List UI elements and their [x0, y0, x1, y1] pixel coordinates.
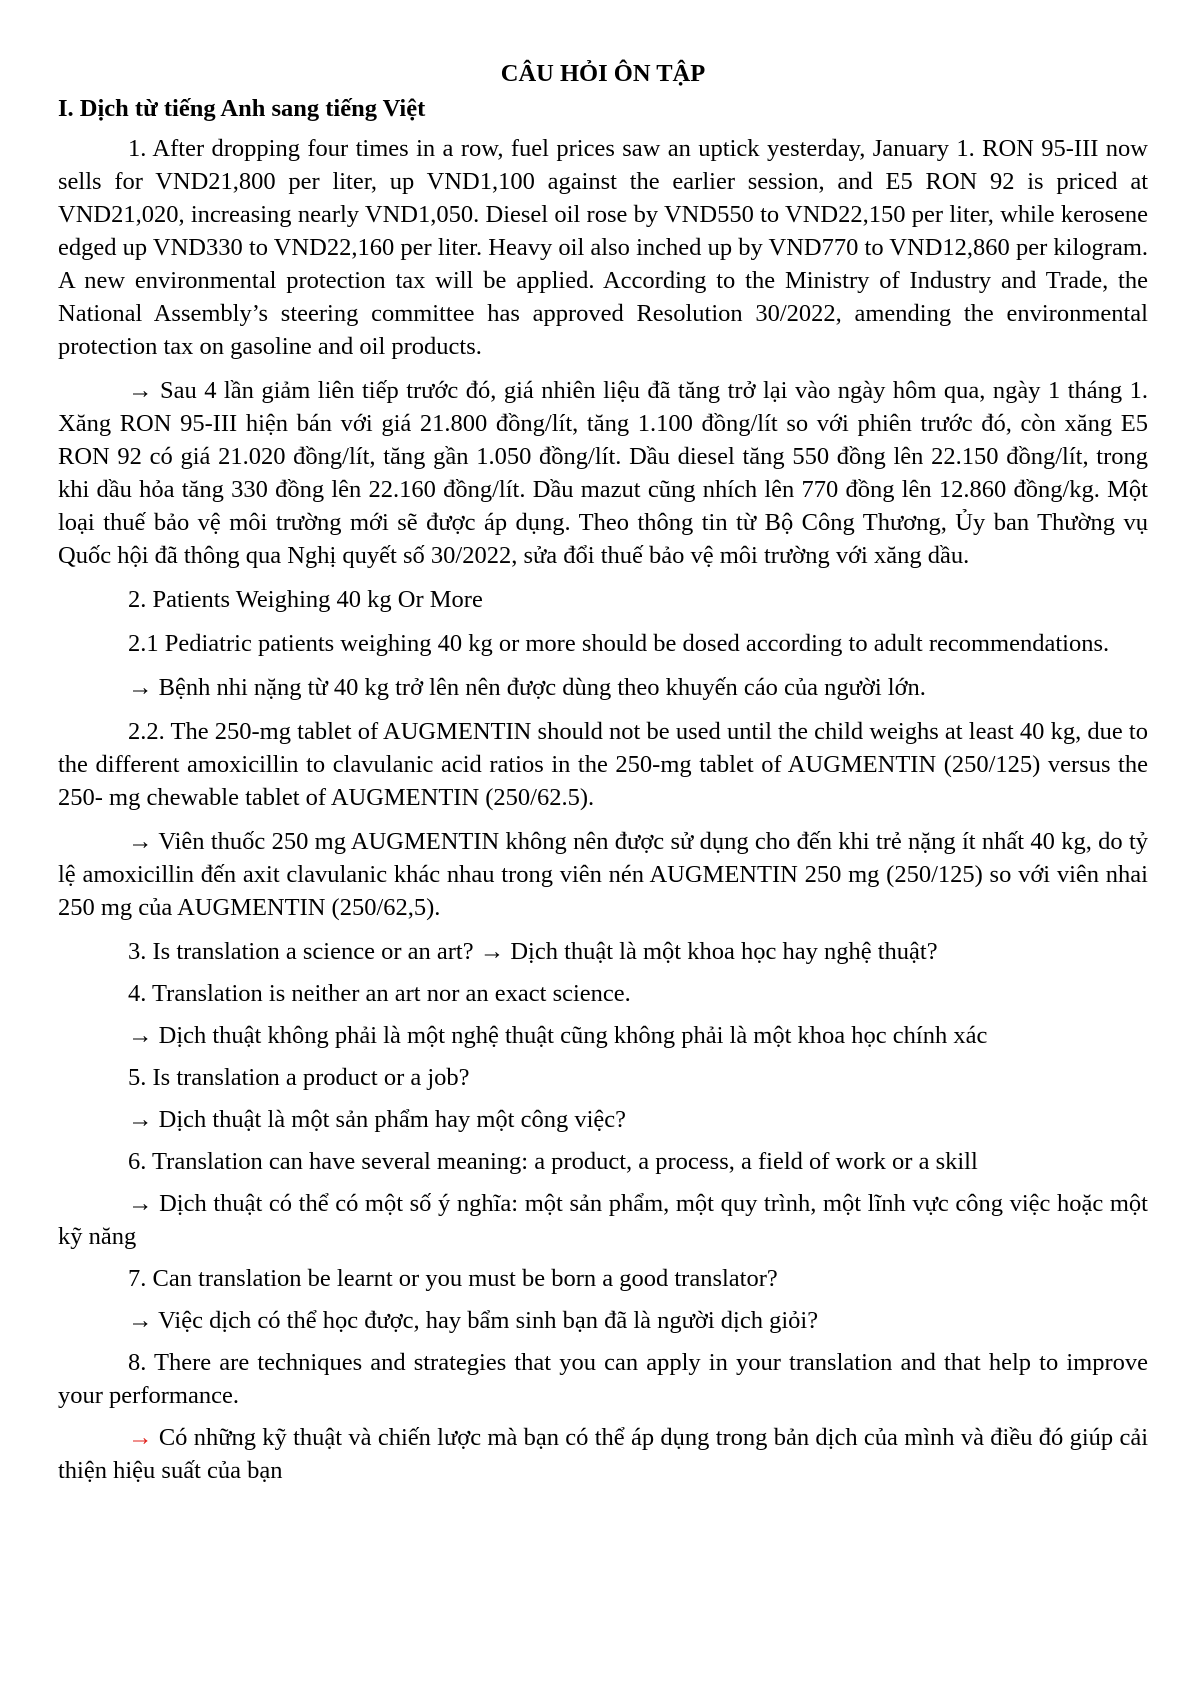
question-7-vietnamese: → Việc dịch có thể học được, hay bẩm sinh bạn đã là người dịch giỏi? [128, 1307, 819, 1334]
section-heading: I. Dịch từ tiếng Anh sang tiếng Việt [58, 95, 426, 122]
paragraph-2-heading: 2. Patients Weighing 40 kg Or More [128, 586, 483, 613]
paragraph-2-2-vietnamese: → Viên thuốc 250 mg AUGMENTIN không nên được sử dụng cho đến khi trẻ nặng ít nhất 40 kg, do tỷ lệ amoxicillin đến axit clavulanic khác nhau trong viên nén AUGMENTIN 250 mg (250/125) so với viên nhai 250 mg của AUGMENTIN (250/62,5). [58, 828, 1148, 921]
question-4-vietnamese: → Dịch thuật không phải là một nghệ thuật cũng không phải là một khoa học chính xác [128, 1022, 988, 1049]
red-arrow-icon: → [128, 1424, 153, 1451]
question-7-english: 7. Can translation be learnt or you must be born a good translator? [128, 1265, 778, 1292]
document-title: CÂU HỎI ÔN TẬP [500, 60, 706, 87]
question-6-vietnamese: → Dịch thuật có thể có một số ý nghĩa: một sản phẩm, một quy trình, một lĩnh vực công việc hoặc một kỹ năng [58, 1190, 1148, 1250]
question-8-vietnamese-text: Có những kỹ thuật và chiến lược mà bạn có thể áp dụng trong bản dịch của mình và điều đó giúp cải thiện hiệu suất của bạn [58, 1424, 1148, 1484]
paragraph-1-vietnamese: → Sau 4 lần giảm liên tiếp trước đó, giá nhiên liệu đã tăng trở lại vào ngày hôm qua, ngày 1 tháng 1. Xăng RON 95-III hiện bán với giá 21.800 đồng/lít, tăng 1.100 đồng/lít so với phiên trước đó, còn xăng E5 RON 92 có giá 21.020 đồng/lít, tăng gần 1.050 đồng/lít. Dầu diesel tăng 550 đồng lên 22.150 đồng/lít, trong khi dầu hỏa tăng 330 đồng lên 22.160 đồng/lít. Dầu mazut cũng nhích lên 770 đồng lên 12.860 đồng/kg. Một loại thuế bảo vệ môi trường mới sẽ được áp dụng. Theo thông tin từ Bộ Công Thương, Ủy ban Thường vụ Quốc hội đã thông qua Nghị quyết số 30/2022, sửa đổi thuế bảo vệ môi trường với xăng dầu. [58, 377, 1148, 569]
question-5-vietnamese: → Dịch thuật là một sản phẩm hay một công việc? [128, 1106, 627, 1133]
paragraph-2-1-english: 2.1 Pediatric patients weighing 40 kg or more should be dosed according to adult recommendations. [128, 630, 1110, 657]
paragraph-2-1-vietnamese: → Bệnh nhi nặng từ 40 kg trở lên nên được dùng theo khuyến cáo của người lớn. [128, 674, 926, 701]
question-4-english: 4. Translation is neither an art nor an exact science. [128, 980, 631, 1007]
paragraph-2-2-english: 2.2. The 250-mg tablet of AUGMENTIN should not be used until the child weighs at least 40 kg, due to the different amoxicillin to clavulanic acid ratios in the 250-mg tablet of AUGMENTIN (250/125) versus the 250- mg chewable tablet of AUGMENTIN (250/62.5). [58, 718, 1148, 811]
question-8-english: 8. There are techniques and strategies that you can apply in your translation and that help to improve your performance. [58, 1349, 1148, 1409]
question-3: 3. Is translation a science or an art? → Dịch thuật là một khoa học hay nghệ thuật? [128, 938, 938, 965]
paragraph-1-english: 1. After dropping four times in a row, fuel prices saw an uptick yesterday, January 1. RON 95-III now sells for VND21,800 per liter, up VND1,100 against the earlier session, and E5 RON 92 is priced at VND21,020, increasing nearly VND1,050. Diesel oil rose by VND550 to VND22,150 per liter, while kerosene edged up VND330 to VND22,160 per liter. Heavy oil also inched up by VND770 to VND12,860 per kilogram. A new environmental protection tax will be applied. According to the Ministry of Industry and Trade, the National Assembly’s steering committee has approved Resolution 30/2022, amending the environmental protection tax on gasoline and oil products. [58, 135, 1148, 360]
document-page [58, 56, 1148, 1496]
question-8-vietnamese [58, 1421, 1148, 1487]
question-5-english: 5. Is translation a product or a job? [128, 1064, 470, 1091]
question-6-english: 6. Translation can have several meaning: a product, a process, a field of work or a skill [128, 1148, 978, 1175]
